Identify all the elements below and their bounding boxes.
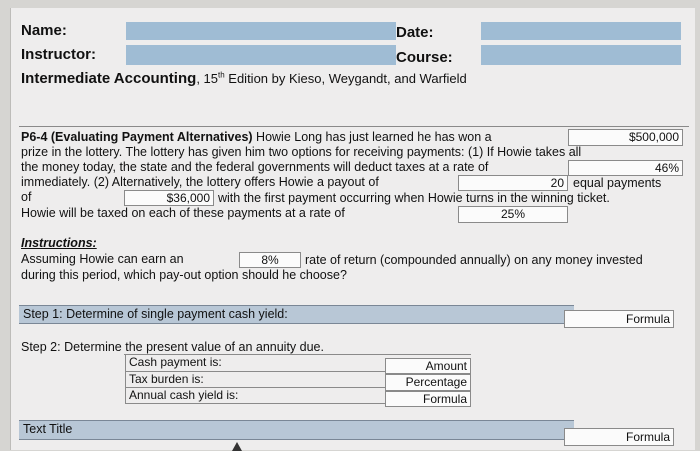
textbook-edition-sup: th	[218, 70, 225, 80]
tax-rate-today-cell[interactable]: 46%	[568, 160, 683, 176]
textbook-edition-pre: , 15	[196, 71, 218, 86]
textbook-title: Intermediate Accounting	[21, 70, 197, 87]
tax-burden-label: Tax burden is:	[125, 371, 385, 387]
tax-rate-payments-cell[interactable]: 25%	[458, 206, 568, 223]
problem-title: P6-4 (Evaluating Payment Alternatives)	[21, 130, 253, 144]
date-field[interactable]	[481, 22, 681, 40]
date-label: Date:	[396, 24, 434, 41]
textbook-authors: Edition by Kieso, Weygandt, and Warfield	[224, 71, 467, 86]
problem-line-5b: with the first payment occurring when Howie turns in the winning ticket.	[218, 191, 610, 205]
problem-line-1	[21, 130, 492, 145]
step1-row	[19, 305, 574, 324]
step1-formula-cell[interactable]: Formula	[564, 310, 674, 328]
course-label: Course:	[396, 49, 453, 66]
problem-line-4: immediately. (2) Alternatively, the lottery offers Howie a payout of	[21, 175, 379, 189]
num-payments-cell[interactable]: 20	[458, 175, 568, 191]
problem-line-3: the money today, the state and the federal governments will deduct taxes at a rate of	[21, 160, 489, 174]
tax-burden-cell[interactable]: Percentage	[385, 374, 471, 391]
problem-line-4b: equal payments	[573, 176, 662, 190]
name-label: Name:	[21, 22, 67, 39]
problem-line-5a: of	[21, 190, 32, 204]
step1-label: Step 1: Determine of single payment cash yield:	[23, 307, 288, 321]
instructor-field[interactable]	[126, 45, 396, 65]
problem-line-2: prize in the lottery. The lottery has given him two options for receiving payments: (1) If Howie takes all	[21, 145, 582, 159]
worksheet	[10, 8, 695, 450]
step2-label: Step 2: Determine the present value of an annuity due.	[21, 340, 324, 354]
instructions-line-1b: rate of return (compounded annually) on any money invested	[305, 253, 643, 267]
payment-amount-cell[interactable]: $36,000	[124, 190, 214, 206]
cash-payment-cell[interactable]: Amount	[385, 358, 471, 374]
annual-cash-yield-label: Annual cash yield is:	[125, 387, 385, 404]
footer-formula-cell[interactable]: Formula	[564, 428, 674, 446]
problem-line-6: Howie will be taxed on each of these payments at a rate of	[21, 206, 345, 220]
annual-cash-yield-cell[interactable]: Formula	[385, 391, 471, 407]
prize-amount-cell[interactable]: $500,000	[568, 129, 683, 146]
instructor-label: Instructor:	[21, 46, 96, 63]
problem-top-rule	[19, 126, 689, 127]
name-field[interactable]	[126, 22, 396, 40]
text-title-row	[19, 420, 574, 440]
textbook-citation	[21, 70, 467, 87]
return-rate-cell[interactable]: 8%	[239, 252, 301, 268]
cash-payment-label: Cash payment is:	[125, 355, 385, 371]
instructions-line-2: during this period, which pay-out option should he choose?	[21, 268, 347, 282]
course-field[interactable]	[481, 45, 681, 65]
instructions-heading: Instructions:	[21, 236, 97, 250]
instructions-line-1a: Assuming Howie can earn an	[21, 252, 184, 266]
problem-text-1: Howie Long has just learned he has won a	[256, 130, 492, 144]
text-title-label: Text Title	[23, 422, 73, 436]
